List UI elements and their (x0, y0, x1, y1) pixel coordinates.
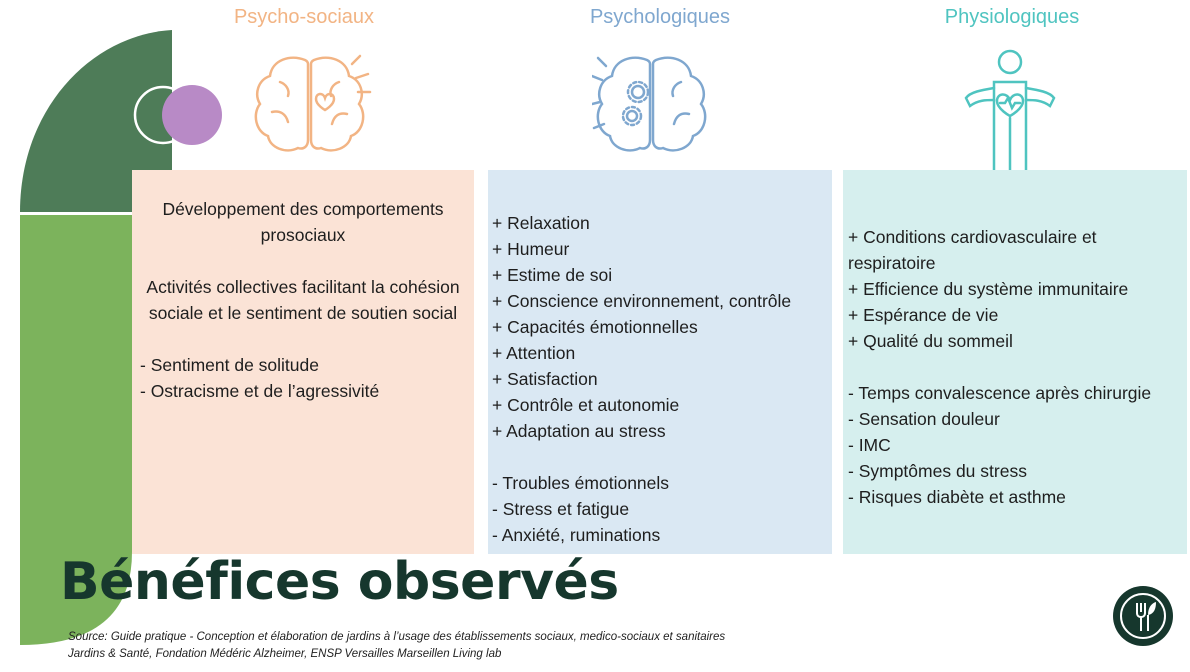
list-item: + Espérance de vie (848, 305, 999, 325)
panel-psychologiques (488, 170, 832, 554)
list-item: - Sensation douleur (848, 409, 1000, 429)
list-item: - Symptômes du stress (848, 461, 1027, 481)
list-item: - Sentiment de solitude (140, 355, 319, 375)
list-item: - Anxiété, ruminations (492, 525, 661, 545)
list-item: - Risques diabète et asthme (848, 487, 1066, 507)
column-title-physiologiques: Physiologiques (944, 6, 1080, 28)
list-item: + Adaptation au stress (492, 421, 666, 441)
list-item: + Satisfaction (492, 369, 598, 389)
list-item: - Troubles émotionnels (492, 473, 670, 493)
brain-heart-icon (250, 52, 375, 162)
intro-prosocial: Développement des comportements prosociaux (162, 199, 444, 245)
list-item: + Capacités émotionnelles (492, 317, 698, 337)
fork-leaf-logo-icon (1112, 585, 1174, 652)
source-citation: Source: Guide pratique - Conception et élaboration de jardins à l’usage des établissements sociaux, medico-sociaux et sanitaires Jardins & Santé, Fondation Médéric Alzheimer, ENSP Versailles Marseillen Living lab (68, 631, 726, 660)
list-item: - Stress et fatigue (492, 499, 630, 519)
list-item: - Ostracisme et de l’agressivité (140, 381, 380, 401)
list-item: - Temps convalescence après chirurgie (848, 383, 1152, 403)
column-title-psychologiques: Psychologiques (589, 6, 731, 28)
list-item: + Relaxation (492, 213, 590, 233)
column-title-psycho-sociaux: Psycho-sociaux (233, 6, 375, 28)
list-item: - IMC (848, 435, 891, 455)
list-item: + Humeur (492, 239, 570, 259)
list-item: + Qualité du sommeil (848, 331, 1013, 351)
list-item: + Efficience du système immunitaire (848, 279, 1129, 299)
panel-physiologiques (843, 170, 1187, 554)
person-heart-icon (960, 48, 1060, 188)
list-item: + Attention (492, 343, 576, 363)
panel-psycho-sociaux (132, 170, 474, 554)
list-item: + Contrôle et autonomie (492, 395, 680, 415)
list-item: + Estime de soi (492, 265, 613, 285)
list-item: + Conditions cardiovasculaire et respiratoire (848, 227, 1097, 273)
page-title: Bénéfices observés (60, 552, 619, 612)
intro-collective: Activités collectives facilitant la cohésion sociale et le sentiment de soutien social (146, 277, 460, 323)
brain-gears-icon (592, 52, 717, 162)
venn-circles-icon (132, 83, 228, 154)
list-item: + Conscience environnement, contrôle (492, 291, 792, 311)
